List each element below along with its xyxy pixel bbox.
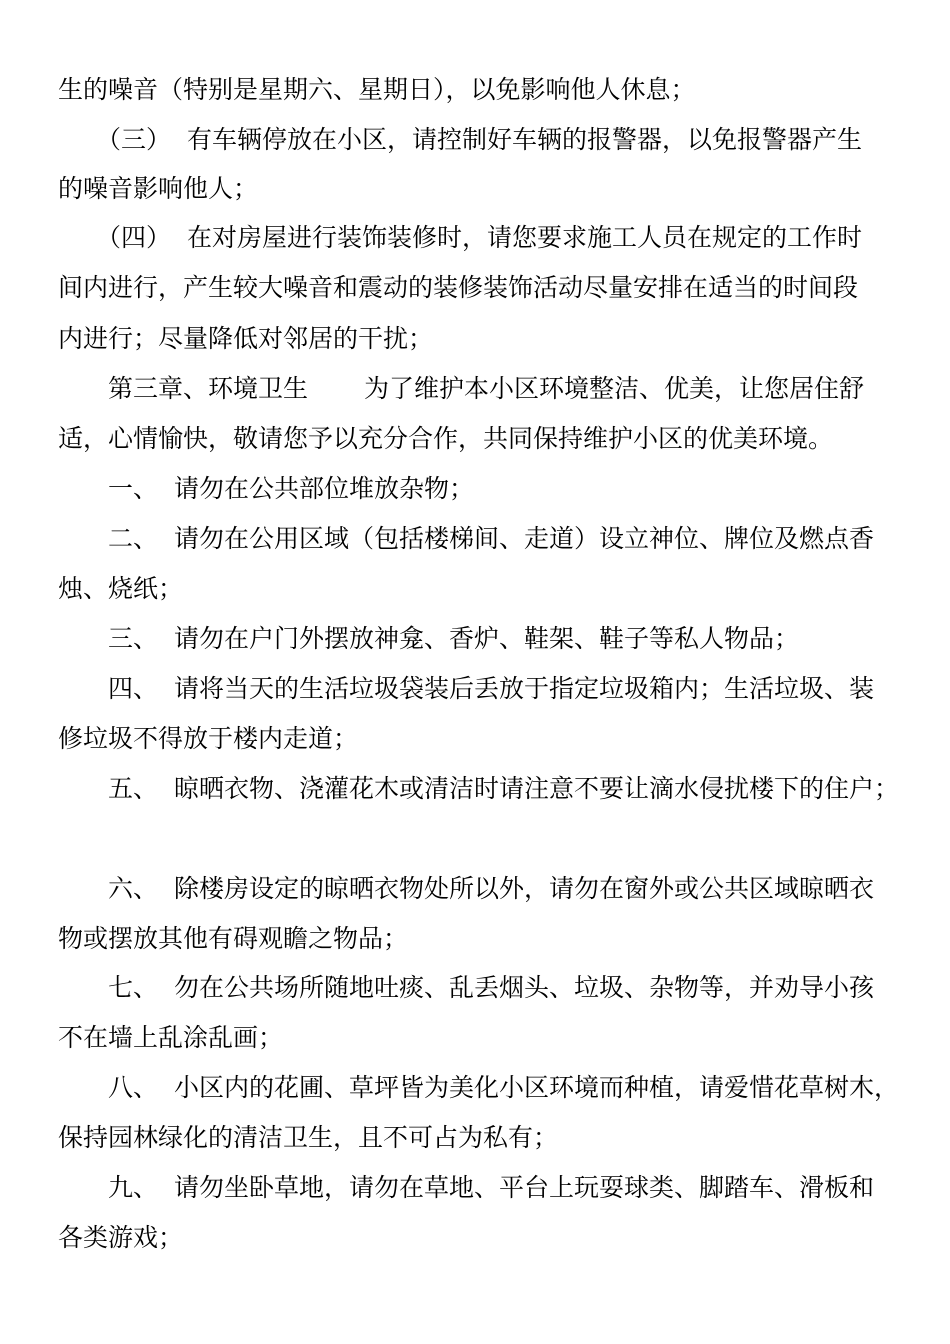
paragraph-item-4 <box>96 221 862 255</box>
item-marker: （三） <box>96 125 172 154</box>
list-item <box>108 472 474 506</box>
item-marker: 四、 <box>108 674 159 703</box>
line-text: 小区内的花圃、草坪皆为美化小区环境而种植，请爱惜花草树木， <box>174 1073 900 1102</box>
line-text: 勿在公共场所随地吐痰、乱丢烟头、垃圾、杂物等，并劝导小孩 <box>174 973 875 1002</box>
line-text: 请将当天的生活垃圾袋装后丢放于指定垃圾箱内；生活垃圾、装 <box>174 674 875 703</box>
line-text: 适，心情愉快，敬请您予以充分合作，共同保持维护小区的优美环境。 <box>58 424 834 453</box>
line-text: 修垃圾不得放于楼内走道； <box>58 724 359 753</box>
list-item <box>108 971 874 1005</box>
item-marker: 三、 <box>108 624 159 653</box>
item-marker: （四） <box>96 223 172 252</box>
line-text: 保持园林绿化的清洁卫生，且不可占为私有； <box>58 1123 559 1152</box>
text-line <box>58 73 696 107</box>
item-marker: 五、 <box>108 774 159 803</box>
item-marker: 六、 <box>108 874 159 903</box>
line-text: 各类游戏； <box>58 1223 184 1252</box>
text-line <box>58 922 408 956</box>
list-item <box>108 672 874 706</box>
list-item <box>108 1071 899 1105</box>
text-line <box>58 1221 183 1255</box>
list-item <box>108 772 899 806</box>
list-item <box>108 872 874 906</box>
text-line <box>58 1121 558 1155</box>
item-marker: 八、 <box>108 1073 159 1102</box>
line-text: 晾晒衣物、浇灌花木或清洁时请注意不要让滴水侵扰楼下的住户； <box>174 774 900 803</box>
line-text: 请勿在户门外摆放神龛、香炉、鞋架、鞋子等私人物品； <box>174 624 800 653</box>
line-text: 的噪音影响他人； <box>58 174 259 203</box>
text-line <box>58 322 433 356</box>
text-line <box>58 422 833 456</box>
line-text: 请勿坐卧草地，请勿在草地、平台上玩耍球类、脚踏车、滑板和 <box>174 1173 875 1202</box>
text-line <box>58 722 358 756</box>
line-text: 为了维护本小区环境整洁、优美，让您居住舒 <box>364 374 865 403</box>
line-text: 物或摆放其他有碍观瞻之物品； <box>58 924 409 953</box>
chapter-heading <box>108 372 864 406</box>
list-item <box>108 622 799 656</box>
line-text: 有车辆停放在小区，请控制好车辆的报警器，以免报警器产生 <box>187 125 863 154</box>
line-text: 间内进行，产生较大噪音和震动的装修装饰活动尽量安排在适当的时间段 <box>58 273 859 302</box>
line-text: 不在墙上乱涂乱画； <box>58 1023 284 1052</box>
chapter-title: 第三章、环境卫生 <box>108 374 309 403</box>
line-text: 生的噪音（特别是星期六、星期日），以免影响他人休息； <box>58 75 696 104</box>
line-text: 请勿在公用区域（包括楼梯间、走道）设立神位、牌位及燃点香 <box>174 524 875 553</box>
text-line <box>58 572 183 606</box>
item-marker: 九、 <box>108 1173 159 1202</box>
text-line <box>58 172 258 206</box>
item-marker: 一、 <box>108 474 159 503</box>
paragraph-item-3 <box>96 123 862 157</box>
text-line <box>58 271 858 305</box>
line-text: 内进行；尽量降低对邻居的干扰； <box>58 324 434 353</box>
line-text: 在对房屋进行装饰装修时，请您要求施工人员在规定的工作时 <box>187 223 863 252</box>
item-marker: 二、 <box>108 524 159 553</box>
line-text: 请勿在公共部位堆放杂物； <box>174 474 475 503</box>
item-marker: 七、 <box>108 973 159 1002</box>
text-line <box>58 1021 283 1055</box>
line-text: 烛、烧纸； <box>58 574 184 603</box>
list-item <box>108 522 874 556</box>
line-text: 除楼房设定的晾晒衣物处所以外，请勿在窗外或公共区域晾晒衣 <box>174 874 875 903</box>
list-item <box>108 1171 874 1205</box>
